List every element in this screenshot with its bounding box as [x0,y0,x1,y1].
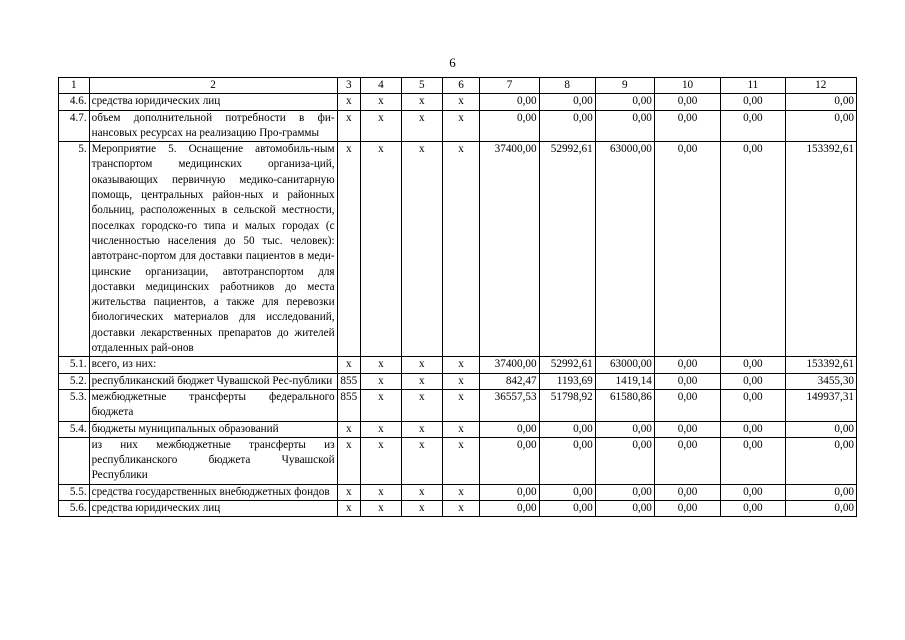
cell-c8: 52992,61 [539,357,595,373]
cell-c3: 855 [337,373,360,389]
row-number: 5.5. [59,484,90,500]
table-row [59,357,857,373]
cell-c8: 0,00 [539,94,595,110]
cell-c6: х [442,110,480,142]
table-row [59,421,857,437]
cell-c4: х [361,421,402,437]
cell-c11: 0,00 [721,110,785,142]
row-number: 5.1. [59,357,90,373]
cell-c3: х [337,110,360,142]
cell-c12: 0,00 [785,437,857,484]
cell-c12: 153392,61 [785,357,857,373]
table-row [59,501,857,517]
cell-c4: х [361,110,402,142]
cell-c5: х [401,142,442,357]
cell-c5: х [401,484,442,500]
row-number: 5.6. [59,501,90,517]
column-header: 4 [361,78,402,94]
column-header: 10 [654,78,720,94]
cell-c4: х [361,142,402,357]
cell-c6: х [442,437,480,484]
cell-c5: х [401,373,442,389]
cell-c4: х [361,437,402,484]
cell-c9: 1419,14 [595,373,654,389]
cell-c4: х [361,484,402,500]
cell-c4: х [361,389,402,421]
cell-c10: 0,00 [654,421,720,437]
cell-c3: 855 [337,389,360,421]
cell-c4: х [361,501,402,517]
column-header: 6 [442,78,480,94]
row-name: средства юридических лиц [89,501,337,517]
cell-c12: 149937,31 [785,389,857,421]
column-header: 11 [721,78,785,94]
cell-c3: х [337,501,360,517]
cell-c10: 0,00 [654,142,720,357]
cell-c7: 0,00 [480,110,539,142]
cell-c12: 0,00 [785,94,857,110]
row-number: 5.3. [59,389,90,421]
row-number: 4.6. [59,94,90,110]
column-header: 8 [539,78,595,94]
cell-c6: х [442,94,480,110]
cell-c8: 0,00 [539,501,595,517]
table-header-row [59,78,857,94]
cell-c5: х [401,94,442,110]
column-header: 5 [401,78,442,94]
column-header: 12 [785,78,857,94]
cell-c3: х [337,484,360,500]
cell-c8: 0,00 [539,437,595,484]
cell-c10: 0,00 [654,437,720,484]
cell-c3: х [337,357,360,373]
page-number: 6 [449,55,456,70]
cell-c11: 0,00 [721,437,785,484]
row-name: бюджеты муниципальных образований [89,421,337,437]
cell-c11: 0,00 [721,142,785,357]
cell-c6: х [442,357,480,373]
cell-c9: 61580,86 [595,389,654,421]
cell-c8: 0,00 [539,110,595,142]
table-row [59,389,857,421]
cell-c4: х [361,373,402,389]
cell-c12: 3455,30 [785,373,857,389]
budget-table [58,77,857,517]
cell-c7: 37400,00 [480,357,539,373]
cell-c5: х [401,421,442,437]
row-number: 5. [59,142,90,357]
column-header: 1 [59,78,90,94]
cell-c8: 0,00 [539,484,595,500]
cell-c7: 0,00 [480,501,539,517]
table-row [59,142,857,357]
cell-c11: 0,00 [721,421,785,437]
row-name: республиканский бюджет Чувашской Рес-публики [89,373,337,389]
cell-c3: х [337,437,360,484]
cell-c6: х [442,421,480,437]
cell-c7: 0,00 [480,437,539,484]
cell-c4: х [361,94,402,110]
cell-c8: 1193,69 [539,373,595,389]
cell-c12: 0,00 [785,501,857,517]
cell-c11: 0,00 [721,501,785,517]
row-name: Мероприятие 5. Оснащение автомобиль-ным транспортом медицинских организа-ций, оказывающих первичную медико-санитарную помощь, центральных район-ных и районных больниц, расположенных в сельской местности, поселках городско-го типа и малых городах (с численностью населения до 50 тыс. человек): автотранс-портом для доставки пациентов в меди-цинские организации, автотранспортом для доставки медицинских работников до места жительства пациентов, а также для перевозки биологических материалов для исследований, доставки лекарственных препаратов до жителей отдаленных рай-онов [89,142,337,357]
row-name: всего, из них: [89,357,337,373]
column-header: 9 [595,78,654,94]
cell-c8: 52992,61 [539,142,595,357]
cell-c10: 0,00 [654,389,720,421]
cell-c10: 0,00 [654,484,720,500]
row-number [59,437,90,484]
row-name: объем дополнительной потребности в фи-нансовых ресурсах на реализацию Про-граммы [89,110,337,142]
row-number: 5.4. [59,421,90,437]
table-row [59,484,857,500]
cell-c10: 0,00 [654,110,720,142]
row-number: 4.7. [59,110,90,142]
cell-c11: 0,00 [721,357,785,373]
cell-c10: 0,00 [654,357,720,373]
cell-c6: х [442,501,480,517]
cell-c8: 0,00 [539,421,595,437]
cell-c3: х [337,421,360,437]
cell-c5: х [401,437,442,484]
cell-c5: х [401,389,442,421]
cell-c6: х [442,142,480,357]
cell-c11: 0,00 [721,94,785,110]
cell-c9: 0,00 [595,110,654,142]
cell-c7: 36557,53 [480,389,539,421]
cell-c11: 0,00 [721,373,785,389]
table-row [59,94,857,110]
cell-c12: 0,00 [785,110,857,142]
column-header: 2 [89,78,337,94]
cell-c10: 0,00 [654,373,720,389]
row-name: межбюджетные трансферты федерального бюджета [89,389,337,421]
cell-c10: 0,00 [654,501,720,517]
cell-c3: х [337,94,360,110]
row-name: средства юридических лиц [89,94,337,110]
cell-c12: 0,00 [785,421,857,437]
cell-c5: х [401,501,442,517]
cell-c9: 0,00 [595,484,654,500]
cell-c3: х [337,142,360,357]
cell-c12: 153392,61 [785,142,857,357]
cell-c5: х [401,110,442,142]
table-row [59,437,857,484]
cell-c7: 0,00 [480,484,539,500]
cell-c9: 0,00 [595,421,654,437]
column-header: 7 [480,78,539,94]
cell-c9: 63000,00 [595,142,654,357]
cell-c6: х [442,484,480,500]
cell-c9: 0,00 [595,501,654,517]
cell-c10: 0,00 [654,94,720,110]
cell-c7: 842,47 [480,373,539,389]
cell-c4: х [361,357,402,373]
cell-c9: 0,00 [595,94,654,110]
cell-c5: х [401,357,442,373]
cell-c12: 0,00 [785,484,857,500]
cell-c9: 0,00 [595,437,654,484]
cell-c6: х [442,389,480,421]
row-number: 5.2. [59,373,90,389]
row-name: средства государственных внебюджетных фондов [89,484,337,500]
cell-c7: 0,00 [480,94,539,110]
table-row [59,110,857,142]
table-row [59,373,857,389]
cell-c9: 63000,00 [595,357,654,373]
cell-c11: 0,00 [721,389,785,421]
row-name: из них межбюджетные трансферты из республиканского бюджета Чувашской Республики [89,437,337,484]
cell-c6: х [442,373,480,389]
column-header: 3 [337,78,360,94]
cell-c11: 0,00 [721,484,785,500]
cell-c7: 37400,00 [480,142,539,357]
cell-c8: 51798,92 [539,389,595,421]
cell-c7: 0,00 [480,421,539,437]
